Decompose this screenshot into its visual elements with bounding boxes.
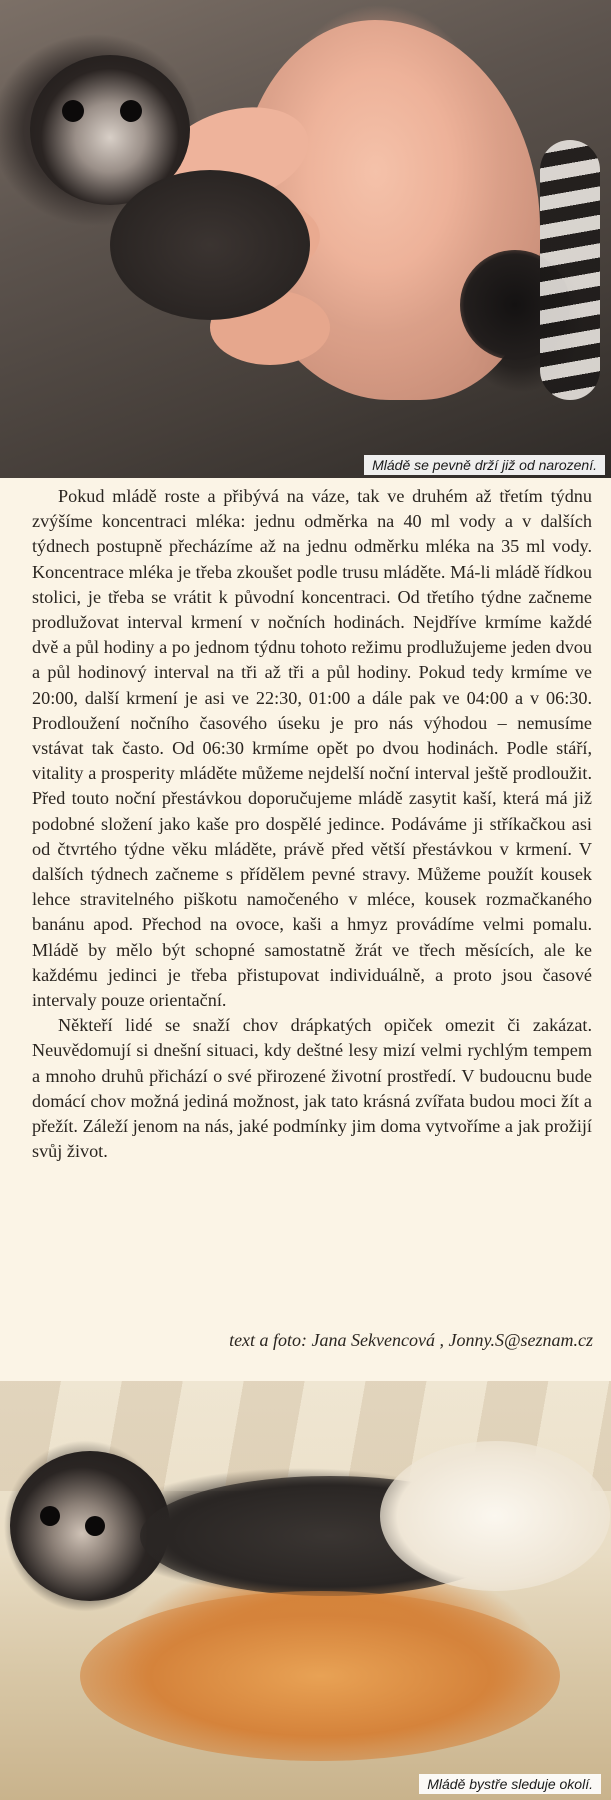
photo-caption: Mládě bystře sleduje okolí. [419, 1774, 601, 1794]
article-paragraph: Někteří lidé se snaží chov drápkatých opiček omezit či zakázat. Neuvědomují si dnešní situaci, kdy deštné lesy mizí velmi rychlým tempem a mnoho druhů přichází o své přirozené životní prostředí. V budoucnu bude domácí chov možná jediná možnost, jak tato krásná zvířata budou moci žít a přežít. Záleží jenom na nás, jaké podmínky jim doma vytvoříme a jak prožijí svůj život. [32, 1015, 592, 1162]
photo-caption: Mládě se pevně drží již od narození. [364, 455, 605, 475]
author-credit: text a foto: Jana Sekvencová , Jonny.S@seznam.cz [229, 1330, 593, 1350]
marmoset-eye-shape [62, 100, 84, 122]
fur-shape [80, 1591, 560, 1761]
marmoset-eye-shape [120, 100, 142, 122]
marmoset-on-hand-photo [0, 0, 611, 478]
marmoset-lying-photo [0, 1381, 611, 1800]
article-body [32, 484, 592, 1164]
marmoset-body-shape [110, 170, 310, 320]
white-fur-shape [380, 1441, 610, 1591]
striped-tail-shape [540, 140, 600, 400]
marmoset-eye-shape [40, 1506, 60, 1526]
article-paragraph: Pokud mládě roste a přibývá na váze, tak ve druhém až třetím týdnu zvýšíme koncentraci mléka: jednu odměrka na 40 ml vody a v dalších týdnech postupně přecházíme až na jednu odměrku mléka na 35 ml vody. Koncentrace mléka je třeba zkoušet podle trusu mláděte. Má-li mládě řídkou stolici, je třeba se vrátit k původní koncentraci. Od třetího týdne začneme prodlužovat interval krmení v nočních hodinách. Nejdříve krmíme každé dvě a půl hodiny a po jednom týdnu tohoto režimu prodlužujeme jeden dvou a půl hodinový interval na tři až tři a půl hodiny. Pokud tedy krmíme ve 20:00, další krmení je asi ve 22:30, 01:00 a dále pak ve 04:00 a v 06:30. Prodloužení nočního časového úseku je pro nás výhodou – nemusíme vstávat tak často. Od 06:30 krmíme opět po dvou hodinách. Podle stáří, vitality a prosperity mláděte můžeme nejdelší noční interval ještě prodloužit. Před touto noční přestávkou doporučujeme mládě zasytit kaší, která má již podobné složení jako kaše pro dospělé jedince. Podáváme ji stříkačkou asi od čtvrtého týdne věku mláděte, právě před větší přestávkou v krmení. V dalších týdnech začneme s přídělem pevné stravy. Můžeme použít kousek lehce stravitelného piškotu namočeného v mléce, kousek rozmačkaného banánu apod. Přechod na ovoce, kaši a hmyz provádíme velmi pomalu. Mládě by mělo být schopné samostatně žrát ve třech měsících, ale ke každému jedinci je třeba přistupovat individuálně, a proto jsou časové intervaly pouze orientační. [32, 486, 592, 1011]
marmoset-eye-shape [85, 1516, 105, 1536]
